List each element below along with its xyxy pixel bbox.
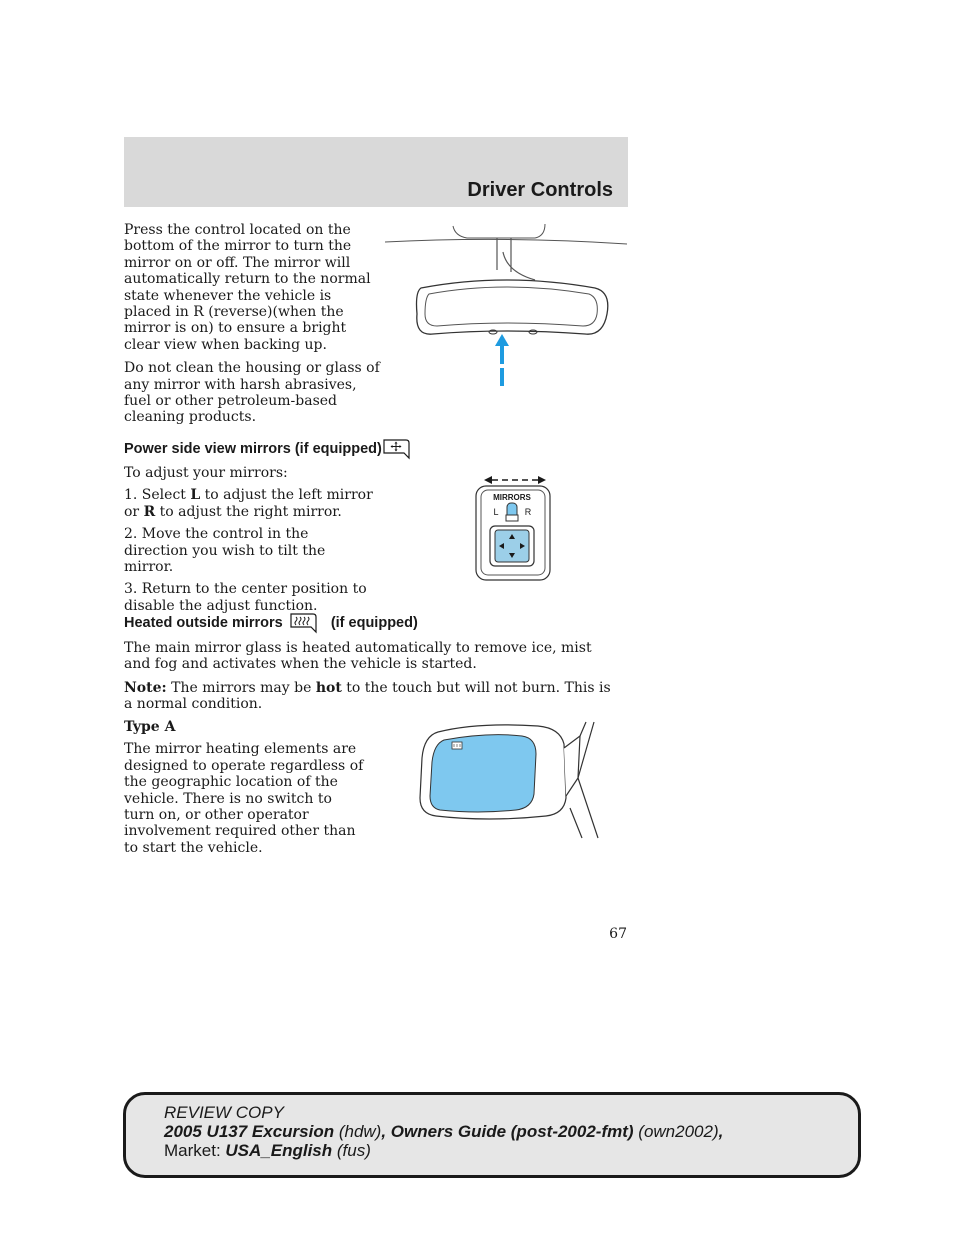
note-label: Note: bbox=[124, 679, 167, 696]
type-a-paragraph: The mirror heating elements are designed to operate regardless of the geographic location of the vehicle. There is no switch to turn on, or other operator involvement required other than to start the vehicle. bbox=[124, 741, 364, 856]
footer-guide: Owners Guide (post-2002-fmt) bbox=[390, 1122, 634, 1141]
footer-market-label: Market: bbox=[164, 1141, 226, 1160]
power-mirrors-heading bbox=[124, 438, 410, 460]
heated-mirrors-heading-text-a: Heated outside mirrors bbox=[124, 614, 283, 631]
switch-label: MIRRORS bbox=[493, 493, 531, 502]
footer-line-3 bbox=[164, 1141, 723, 1160]
step-2: 2. Move the control in the direction you wish to tilt the mirror. bbox=[124, 526, 326, 576]
footer-separator-1: , bbox=[381, 1122, 391, 1141]
power-mirrors-heading-text: Power side view mirrors (if equipped) bbox=[124, 440, 382, 457]
side-mirror-illustration bbox=[418, 718, 603, 843]
note-text-a: The mirrors may be bbox=[166, 679, 316, 696]
rearview-mirror-illustration bbox=[385, 222, 630, 392]
type-a-heading bbox=[124, 719, 364, 735]
type-a-label: Type A bbox=[124, 719, 176, 735]
review-copy-footer bbox=[123, 1092, 861, 1178]
intro-paragraph-1: Press the control located on the bottom of the mirror to turn the mirror on or off. The mirror will automatically return to the normal state whenever the vehicle is placed in R (reverse)(when the mirror is on) to ensure a bright clear view when backing up. bbox=[124, 222, 371, 353]
mirror-switch-illustration bbox=[472, 470, 554, 582]
mirror-switch-figure bbox=[472, 470, 554, 582]
type-a-section bbox=[124, 719, 364, 856]
heated-mirrors-heading-text-b: (if equipped) bbox=[330, 614, 418, 631]
note-hot: hot bbox=[315, 679, 342, 696]
rearview-mirror-figure bbox=[385, 222, 630, 392]
heated-mirrors-text bbox=[124, 640, 614, 713]
switch-right-label: R bbox=[524, 507, 532, 517]
side-mirror-figure bbox=[418, 718, 603, 843]
footer-model: 2005 U137 Excursion bbox=[164, 1122, 335, 1141]
footer-model-code: (hdw) bbox=[334, 1122, 382, 1141]
footer-text bbox=[164, 1103, 723, 1160]
section-header bbox=[124, 137, 628, 207]
switch-left-label: L bbox=[493, 507, 499, 517]
note-text-b: to the touch but will not burn. This is a normal condition. bbox=[124, 679, 611, 713]
power-mirrors-text bbox=[124, 465, 374, 614]
step-1-text-a: 1. Select bbox=[124, 487, 191, 504]
footer-line-2 bbox=[164, 1122, 723, 1141]
footer-line-1: REVIEW COPY bbox=[164, 1103, 284, 1122]
heated-mirror-icon bbox=[289, 612, 317, 634]
step-1-text-b: to adjust the left mirror or bbox=[124, 487, 373, 520]
step-1-right-key: R bbox=[143, 503, 156, 520]
adjust-intro: To adjust your mirrors: bbox=[124, 465, 288, 481]
step-1 bbox=[124, 487, 374, 520]
intro-paragraph-2: Do not clean the housing or glass of any mirror with harsh abrasives, fuel or other petroleum-based cleaning products. bbox=[124, 360, 380, 426]
step-1-left-key: L bbox=[190, 487, 201, 504]
power-mirror-icon bbox=[382, 438, 410, 460]
footer-market: USA_English bbox=[225, 1141, 333, 1160]
heated-mirrors-heading bbox=[124, 612, 418, 634]
page-title: Driver Controls bbox=[467, 179, 613, 201]
heated-paragraph: The main mirror glass is heated automatically to remove ice, mist and fog and activates when the vehicle is started. bbox=[124, 640, 592, 673]
heated-note bbox=[124, 680, 614, 713]
page-number: 67 bbox=[609, 926, 627, 942]
step-1-text-c: to adjust the right mirror. bbox=[155, 503, 342, 520]
step-3: 3. Return to the center position to disable the adjust function. bbox=[124, 581, 367, 614]
footer-separator-2: , bbox=[718, 1122, 724, 1141]
footer-guide-code: (own2002) bbox=[633, 1122, 719, 1141]
footer-market-code: (fus) bbox=[332, 1141, 371, 1160]
intro-text bbox=[124, 222, 380, 426]
